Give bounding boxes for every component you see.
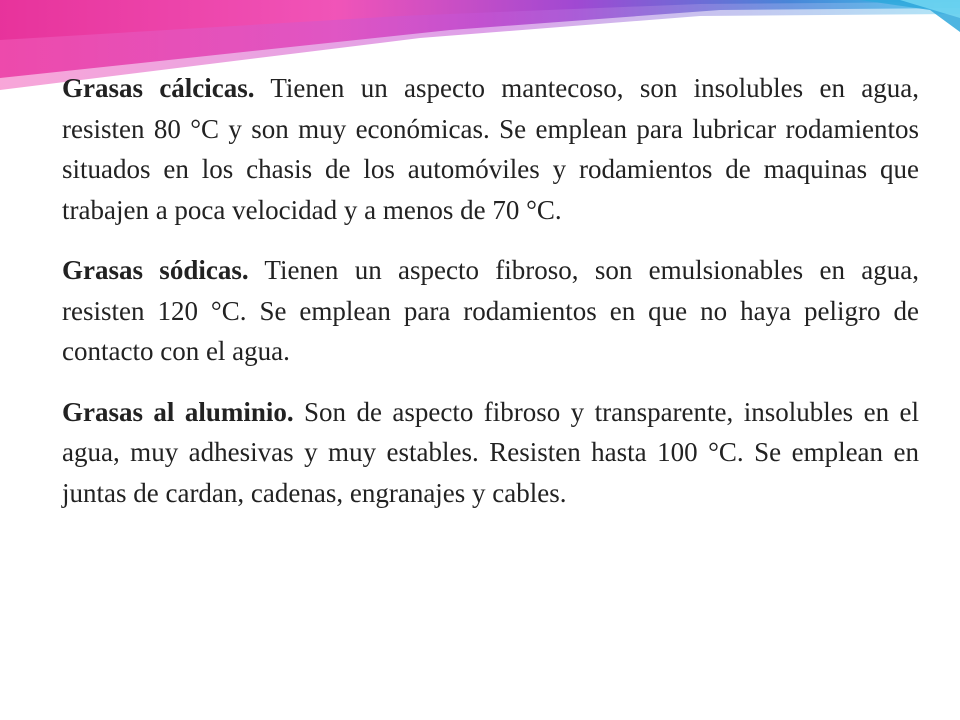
paragraph-text: Son de aspecto fibroso y transparente, insolubles en el agua, muy adhesivas y muy estables. Resisten hasta 100 °C. Se emplean en juntas de cardan, cadenas, engranajes y cables.	[62, 396, 919, 508]
paragraph-heading: Grasas cálcicas.	[62, 73, 255, 103]
paragraph-grasas-aluminio	[62, 392, 919, 514]
paragraph-text: Tienen un aspecto fibroso, son emulsionables en agua, resisten 120 °C. Se emplean para rodamientos en que no haya peligro de contacto con el agua.	[62, 255, 919, 366]
paragraph-grasas-calcicas	[62, 68, 919, 230]
paragraph-heading: Grasas al aluminio.	[62, 396, 294, 427]
paragraph-grasas-sodicas	[62, 250, 919, 372]
paragraph-heading: Grasas sódicas.	[62, 255, 249, 285]
paragraph-text: Tienen un aspecto mantecoso, son insolubles en agua, resisten 80 °C y son muy económicas. Se emplean para lubricar rodamientos situados en los chasis de los automóviles y rodamientos de maquinas que trabajen a poca velocidad y a menos de 70 °C.	[62, 73, 919, 225]
slide-body	[62, 68, 919, 533]
